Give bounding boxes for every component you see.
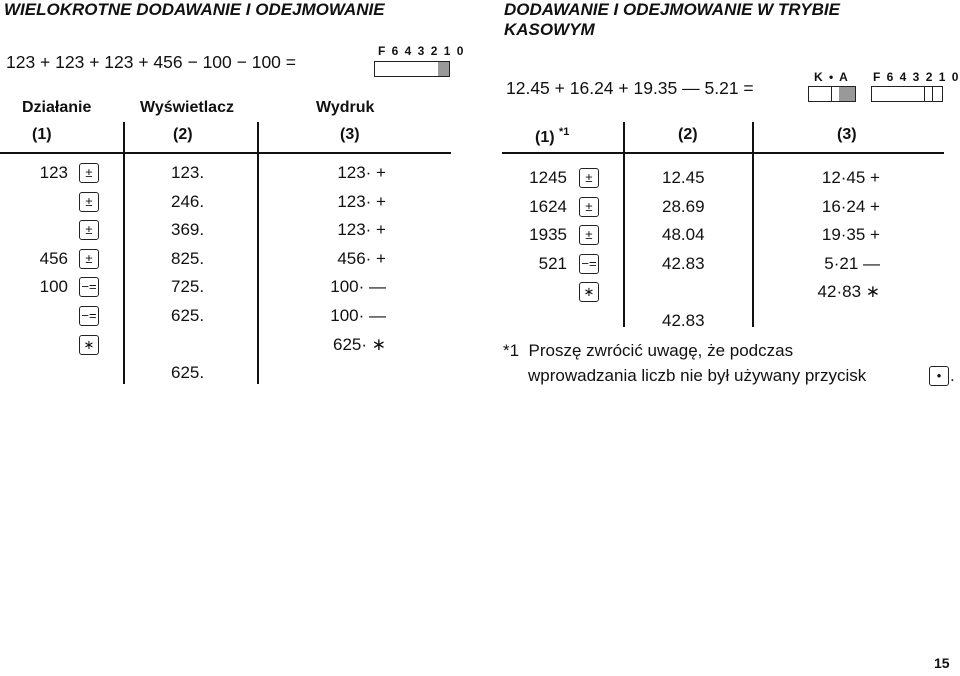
printout-value: 100· — xyxy=(330,277,386,297)
input-value: 1935 xyxy=(529,225,567,244)
plus-equals-key-icon: ± xyxy=(79,220,99,240)
right-column-divider-1 xyxy=(623,122,625,327)
rounding-switch xyxy=(808,86,856,102)
input-value: 456 xyxy=(39,248,68,268)
display-value: 725. xyxy=(171,277,205,297)
rounding-switch-knob xyxy=(839,87,855,101)
input-value: 1624 xyxy=(529,196,567,216)
plus-equals-key-icon: ± xyxy=(579,168,599,188)
header-col2-number: (2) xyxy=(173,126,193,143)
display-value: 12.45 xyxy=(662,168,705,187)
header-printout: Wydruk xyxy=(316,99,375,116)
left-equation: 123 + 123 + 123 + 456 − 100 − 100 = xyxy=(6,52,296,72)
plus-equals-key-icon: ± xyxy=(579,197,599,217)
display-value: 625. xyxy=(171,306,205,325)
plus-equals-key-icon: ± xyxy=(79,192,99,212)
right-header-col3-number: (3) xyxy=(837,126,857,143)
decimal-switch xyxy=(374,61,450,77)
left-section-title: WIELOKROTNE DODAWANIE I ODEJMOWANIE xyxy=(4,0,385,19)
right-decimal-switch xyxy=(871,86,943,102)
left-column-divider-1 xyxy=(123,122,125,384)
right-equation: 12.45 + 16.24 + 19.35 — 5.21 = xyxy=(506,78,754,98)
right-header-col2-number: (2) xyxy=(678,126,698,143)
footnote-marker: *1 xyxy=(559,126,570,138)
input-value: 1245 xyxy=(529,168,567,187)
display-value: 123. xyxy=(171,163,205,182)
printout-value: 123· + xyxy=(337,163,386,182)
header-col3-number: (3) xyxy=(340,126,360,143)
printout-value: 5·21 — xyxy=(824,253,880,273)
plus-equals-key-icon: ± xyxy=(79,163,99,183)
printout-value: 456· + xyxy=(337,248,386,268)
display-value: 825. xyxy=(171,248,205,268)
footnote-line2: wprowadzania liczb nie był używany przycisk xyxy=(528,366,867,385)
left-table-rule xyxy=(0,152,451,154)
header-col1-number: (1) xyxy=(32,126,52,143)
input-value: 100 xyxy=(39,277,68,297)
printout-value: 123· + xyxy=(337,220,386,240)
minus-equals-key-icon: −= xyxy=(79,277,99,297)
display-value: 42.83 xyxy=(662,310,705,330)
total-key-icon: ∗ xyxy=(579,282,599,302)
input-value: 521 xyxy=(538,253,567,273)
minus-equals-key-icon: −= xyxy=(79,306,99,326)
display-value: 48.04 xyxy=(662,225,705,244)
right-decimal-switch-label: F 6 4 3 2 1 0 xyxy=(873,70,960,84)
printout-value: 625· ∗ xyxy=(333,334,386,354)
left-column-divider-2 xyxy=(257,122,259,384)
plus-equals-key-icon: ± xyxy=(579,225,599,245)
footnote-end: . xyxy=(950,366,955,385)
printout-value: 16·24 + xyxy=(821,196,880,216)
footnote-line1: *1 Proszę zwrócić uwagę, że podczas xyxy=(503,341,794,360)
right-section-title-line1: DODAWANIE I ODEJMOWANIE W TRYBIE xyxy=(504,0,840,19)
page-number: 15 xyxy=(934,655,950,671)
input-value: 123 xyxy=(39,163,68,182)
header-display: Wyświetlacz xyxy=(140,99,234,116)
printout-value: 19·35 + xyxy=(821,225,880,244)
printout-value: 123· + xyxy=(337,191,386,211)
display-value: 369. xyxy=(171,220,205,240)
printout-value: 12·45 + xyxy=(821,168,880,187)
display-value: 28.69 xyxy=(662,196,705,216)
minus-equals-key-icon: −= xyxy=(579,254,599,274)
left-switch-label: F 6 4 3 2 1 0 xyxy=(378,44,465,58)
printout-value: 100· — xyxy=(330,306,386,325)
right-section-title-line2: KASOWYM xyxy=(504,20,595,39)
right-header-col1-number: (1) $^{*1}$ xyxy=(535,126,570,146)
display-value: 625. xyxy=(171,363,205,383)
display-value: 42.83 xyxy=(662,253,705,273)
total-key-icon: ∗ xyxy=(79,335,99,355)
right-column-divider-2 xyxy=(752,122,754,327)
header-operation: Działanie xyxy=(22,99,92,116)
rounding-switch-label: K • A xyxy=(814,70,850,84)
right-table-rule xyxy=(502,152,944,154)
printout-value: 42·83 ∗ xyxy=(817,282,880,301)
switch-knob xyxy=(438,62,449,76)
plus-equals-key-icon: ± xyxy=(79,249,99,269)
display-value: 246. xyxy=(171,191,205,211)
decimal-point-key-icon: • xyxy=(929,366,949,386)
